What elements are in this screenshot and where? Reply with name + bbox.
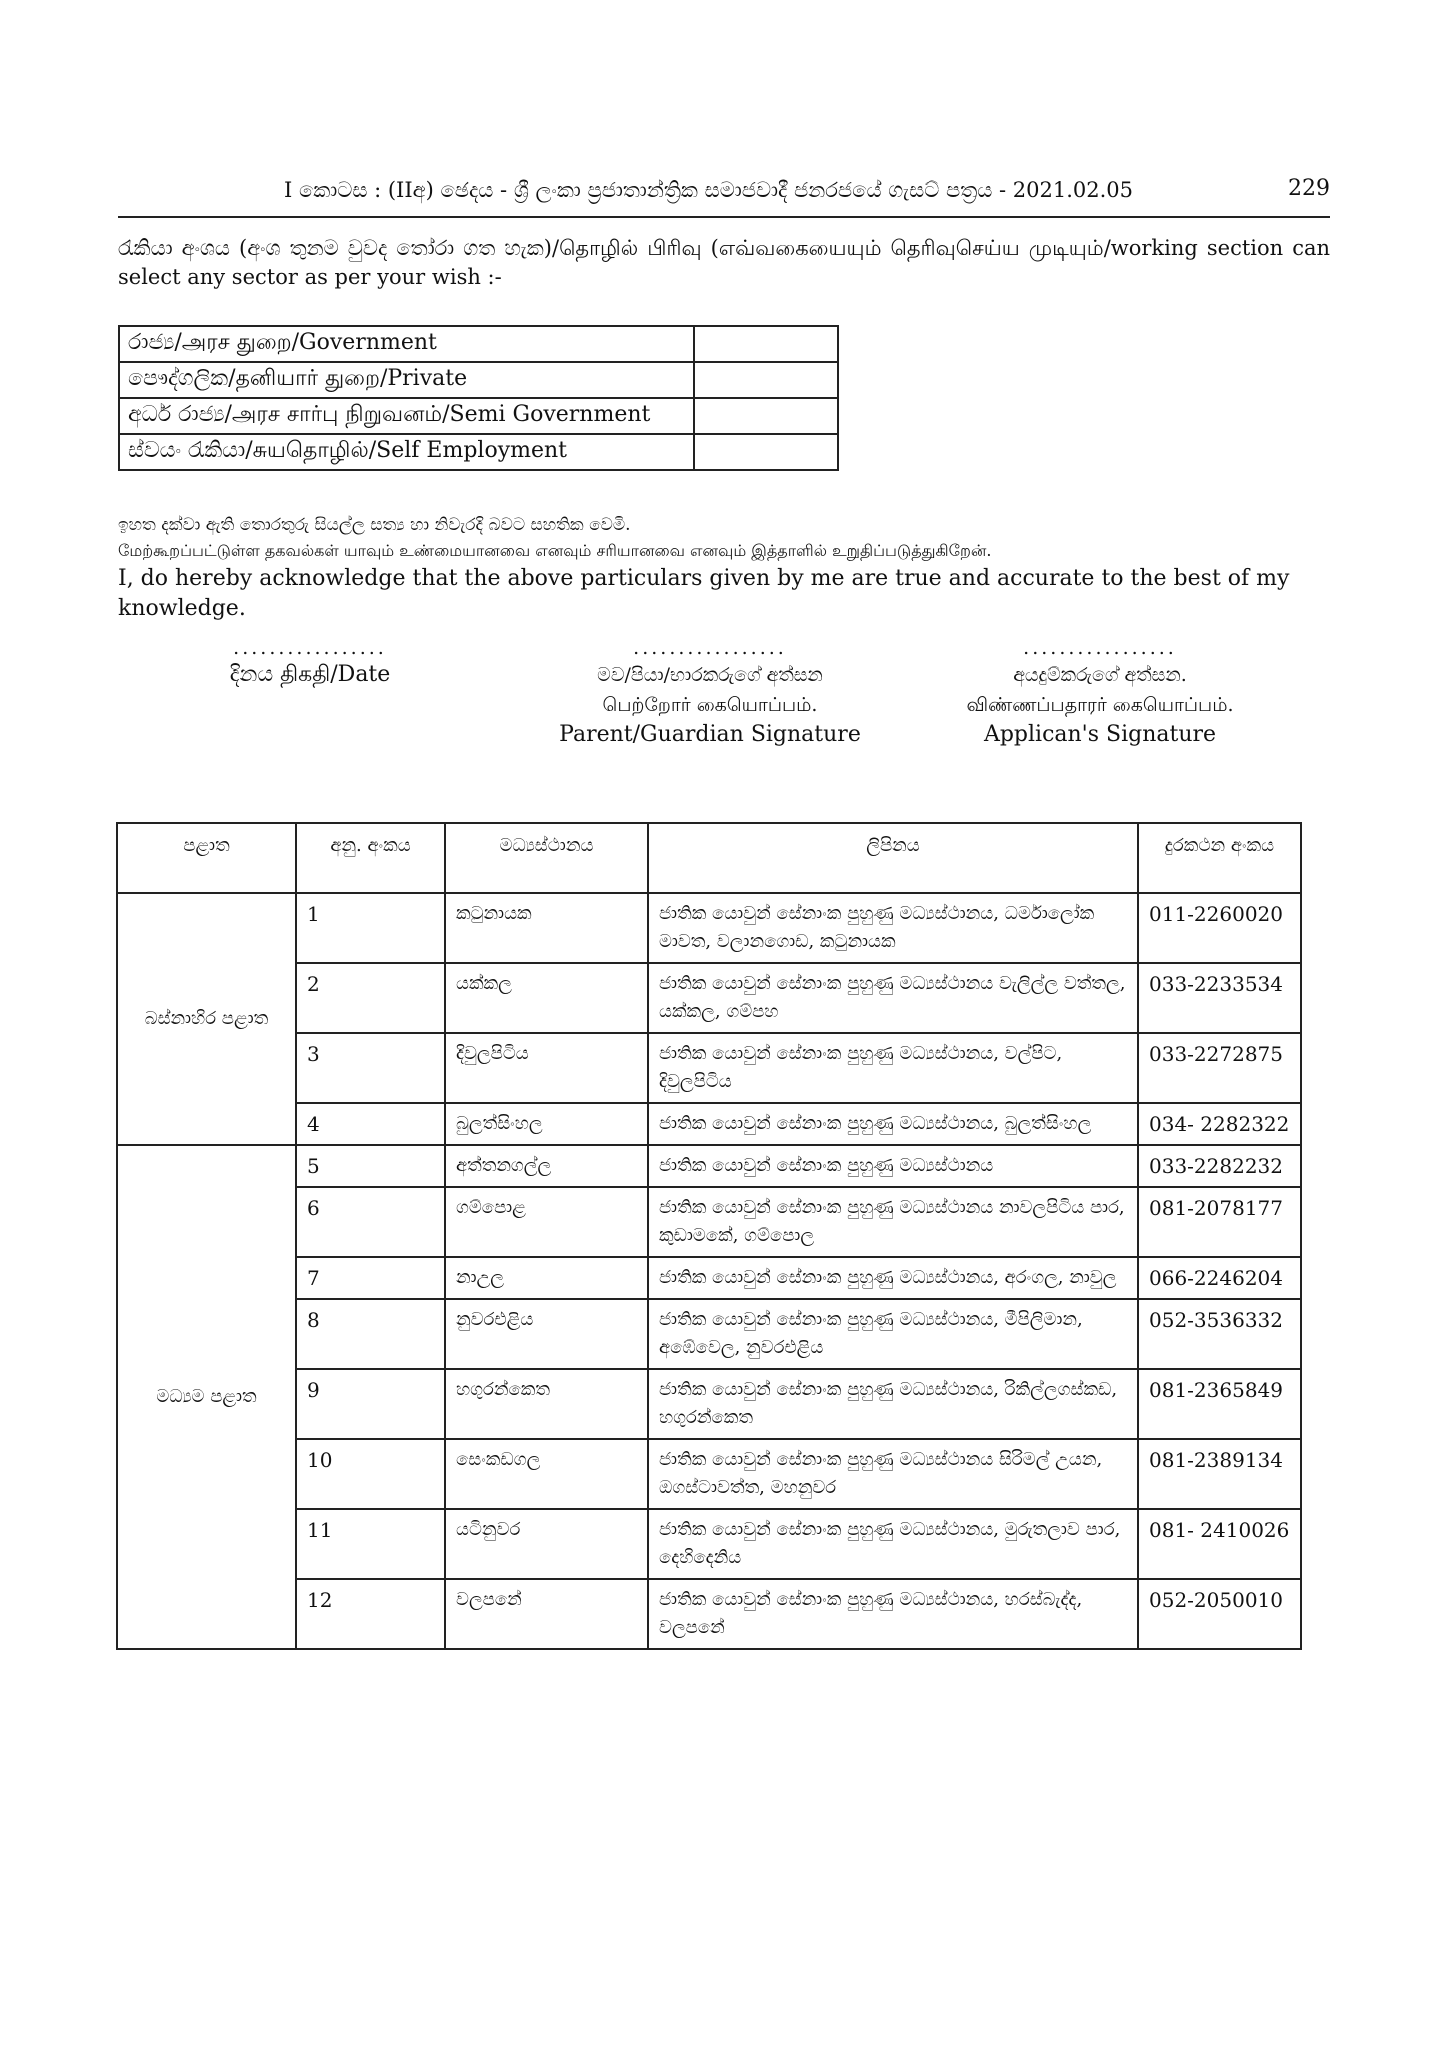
centre-name: නාඋල xyxy=(445,1257,648,1299)
serial-no: 7 xyxy=(296,1257,445,1299)
centre-address: ජාතික යොවුන් සේනාංක පුහුණු මධ්‍යස්ථානය, වල්පිට, දිවුලපිටිය xyxy=(648,1033,1138,1103)
centre-name: කටුනායක xyxy=(445,893,648,963)
column-header-serial-no: අනු. අංකය xyxy=(296,823,445,893)
table-row xyxy=(117,1145,1301,1187)
centre-address: ජාතික යොවුන් සේනාංක පුහුණු මධ්‍යස්ථානය, හරස්බැද්ද, වලපනේ xyxy=(648,1579,1138,1649)
parent-signature-label-si: මව/පියා/භාරකරුගේ අත්සන xyxy=(597,664,823,686)
sector-label: රාජ්‍ය/அரச துறை/Government xyxy=(119,326,694,362)
column-header-centre: මධ්‍යස්ථානය xyxy=(445,823,648,893)
training-centres-table xyxy=(116,822,1302,1650)
serial-no: 2 xyxy=(296,963,445,1033)
declaration-tamil: மேற்கூறப்பட்டுள்ள தகவல்கள் யாவும் உண்மையானவை எனவும் சரியானவை எனவும் இத்தாளில் உறுதிப்படுத்துகிறேன். xyxy=(118,541,992,560)
serial-no: 11 xyxy=(296,1509,445,1579)
centre-name: සෙංකඩගල xyxy=(445,1439,648,1509)
centre-address: ජාතික යොවුන් සේනාංක පුහුණු මධ්‍යස්ථානය, රිකිල්ලගස්කඩ, හගුරන්කෙත xyxy=(648,1369,1138,1439)
centre-address: ජාතික යොවුන් සේනාංක පුහුණු මධ්‍යස්ථානය xyxy=(648,1145,1138,1187)
centre-address: ජාතික යොවුන් සේනාංක පුහුණු මධ්‍යස්ථානය, බුලත්සිංහල xyxy=(648,1103,1138,1145)
serial-no: 8 xyxy=(296,1299,445,1369)
centre-name: යටිනුවර xyxy=(445,1509,648,1579)
serial-no: 5 xyxy=(296,1145,445,1187)
sector-label: පෞද්ගලික/தனியார் துறை/Private xyxy=(119,362,694,398)
sector-row xyxy=(119,362,838,398)
telephone: 081- 2410026 xyxy=(1138,1509,1301,1579)
telephone: 011-2260020 xyxy=(1138,893,1301,963)
telephone: 081-2078177 xyxy=(1138,1187,1301,1257)
telephone: 034- 2282322 xyxy=(1138,1103,1301,1145)
date-field[interactable]: ................. xyxy=(233,637,387,659)
parent-signature-block xyxy=(540,636,880,750)
centre-address: ජාතික යොවුන් සේනාංක පුහුණු මධ්‍යස්ථානය, ධර්මාලෝක මාවත, වලානගොඩ, කටුනායක xyxy=(648,893,1138,963)
sector-label: අර්ධ රාජ්‍ය/அரச சார்பு நிறுவனம்/Semi Government xyxy=(119,398,694,434)
column-header-telephone: දුරකථන අංකය xyxy=(1138,823,1301,893)
sector-row xyxy=(119,434,838,470)
centre-name: හගුරන්කෙත xyxy=(445,1369,648,1439)
page-number: 229 xyxy=(1288,176,1330,201)
table-row xyxy=(117,893,1301,963)
gazette-title: I කොටස : (IIඅ) ඡෙදය - ශ්‍රී ලංකා ප්‍රජාතාන්ත්‍රික සමාජවාදී ජනරජයේ ගැසට් පත්‍රය - 2021.02.05 xyxy=(284,178,1134,202)
date-label: දිනය திகதி/Date xyxy=(229,662,391,687)
telephone: 033-2272875 xyxy=(1138,1033,1301,1103)
serial-no: 6 xyxy=(296,1187,445,1257)
centre-address: ජාතික යොවුන් සේනාංක පුහුණු මධ්‍යස්ථානය සිරිමල් උයන, ඔගස්ටාවත්ත, මහනුවර xyxy=(648,1439,1138,1509)
centre-address: ජාතික යොවුන් සේනාංක පුහුණු මධ්‍යස්ථානය නාවලපිටිය පාර, කුඩාමකේ, ගම්පොල xyxy=(648,1187,1138,1257)
sector-selection-table xyxy=(118,325,839,471)
telephone: 081-2389134 xyxy=(1138,1439,1301,1509)
centre-name: යක්කල xyxy=(445,963,648,1033)
centre-address: ජාතික යොවුන් සේනාංක පුහුණු මධ්‍යස්ථානය වැලිල්ල වත්තල, යක්කල, ගම්පහ xyxy=(648,963,1138,1033)
centre-name: වලපනේ xyxy=(445,1579,648,1649)
column-header-address: ලිපිනය xyxy=(648,823,1138,893)
serial-no: 3 xyxy=(296,1033,445,1103)
date-signature-block xyxy=(190,636,430,690)
serial-no: 4 xyxy=(296,1103,445,1145)
working-section-instruction: රැකියා අංශය (අංශ තුනම වුවද තෝරා ගත හැක)/தொழில் பிரிவு (எவ்வகையையும் தெரிவுசெய்ய முடியும்/working section can select any sector as per your wish :- xyxy=(118,236,1330,289)
centre-name: ගම්පොළ xyxy=(445,1187,648,1257)
table-header-row xyxy=(117,823,1301,893)
centre-name: අත්තනගල්ල xyxy=(445,1145,648,1187)
telephone: 066-2246204 xyxy=(1138,1257,1301,1299)
parent-signature-field[interactable]: ................. xyxy=(633,637,787,659)
province-cell: බස්නාහිර පළාත xyxy=(117,893,296,1145)
sector-row xyxy=(119,398,838,434)
telephone: 081-2365849 xyxy=(1138,1369,1301,1439)
parent-signature-label-ta: பெற்றோர் கையொப்பம். xyxy=(602,694,818,716)
centre-address: ජාතික යොවුන් සේනාංක පුහුණු මධ්‍යස්ථානය, මීපිලිමාන, අඹේවෙල, නුවරඑළිය xyxy=(648,1299,1138,1369)
sector-checkbox-semi-government[interactable] xyxy=(694,398,838,434)
telephone: 033-2282232 xyxy=(1138,1145,1301,1187)
applicant-signature-field[interactable]: ................. xyxy=(1023,637,1177,659)
sector-checkbox-government[interactable] xyxy=(694,326,838,362)
applicant-signature-label-si: අයදුම්කරුගේ අත්සන. xyxy=(1013,664,1187,686)
sector-checkbox-self-employment[interactable] xyxy=(694,434,838,470)
page-header xyxy=(118,176,1330,218)
serial-no: 10 xyxy=(296,1439,445,1509)
parent-signature-label-en: Parent/Guardian Signature xyxy=(559,722,861,747)
applicant-signature-label-en: Applican's Signature xyxy=(983,722,1217,747)
sector-label: ස්වයං රැකියා/சுயதொழில்/Self Employment xyxy=(119,434,694,470)
declaration-sinhala: ඉහත දක්වා ඇති තොරතුරු සියල්ල සත්‍ය හා නිවැරදි බවට සහතික වෙමි. xyxy=(118,515,631,535)
serial-no: 12 xyxy=(296,1579,445,1649)
declaration xyxy=(118,512,1338,624)
centre-name: නුවරඑළිය xyxy=(445,1299,648,1369)
centre-name: බුලත්සිංහල xyxy=(445,1103,648,1145)
sector-row xyxy=(119,326,838,362)
serial-no: 1 xyxy=(296,893,445,963)
sector-checkbox-private[interactable] xyxy=(694,362,838,398)
centre-address: ජාතික යොවුන් සේනාංක පුහුණු මධ්‍යස්ථානය, මුරුතලාව පාර, දෙහිදෙනිය xyxy=(648,1509,1138,1579)
telephone: 033-2233534 xyxy=(1138,963,1301,1033)
telephone: 052-3536332 xyxy=(1138,1299,1301,1369)
applicant-signature-label-ta: விண்ணப்பதாரர் கையொப்பம். xyxy=(966,694,1234,716)
centre-name: දිවුලපිටිය xyxy=(445,1033,648,1103)
serial-no: 9 xyxy=(296,1369,445,1439)
centre-address: ජාතික යොවුන් සේනාංක පුහුණු මධ්‍යස්ථානය, අරංගල, නාවුල xyxy=(648,1257,1138,1299)
declaration-english: I, do hereby acknowledge that the above particulars given by me are true and accurate to the best of my knowledge. xyxy=(118,566,1290,621)
applicant-signature-block xyxy=(935,636,1265,750)
column-header-province: පළාත xyxy=(117,823,296,893)
province-cell: මධ්‍යම පළාත xyxy=(117,1145,296,1649)
telephone: 052-2050010 xyxy=(1138,1579,1301,1649)
